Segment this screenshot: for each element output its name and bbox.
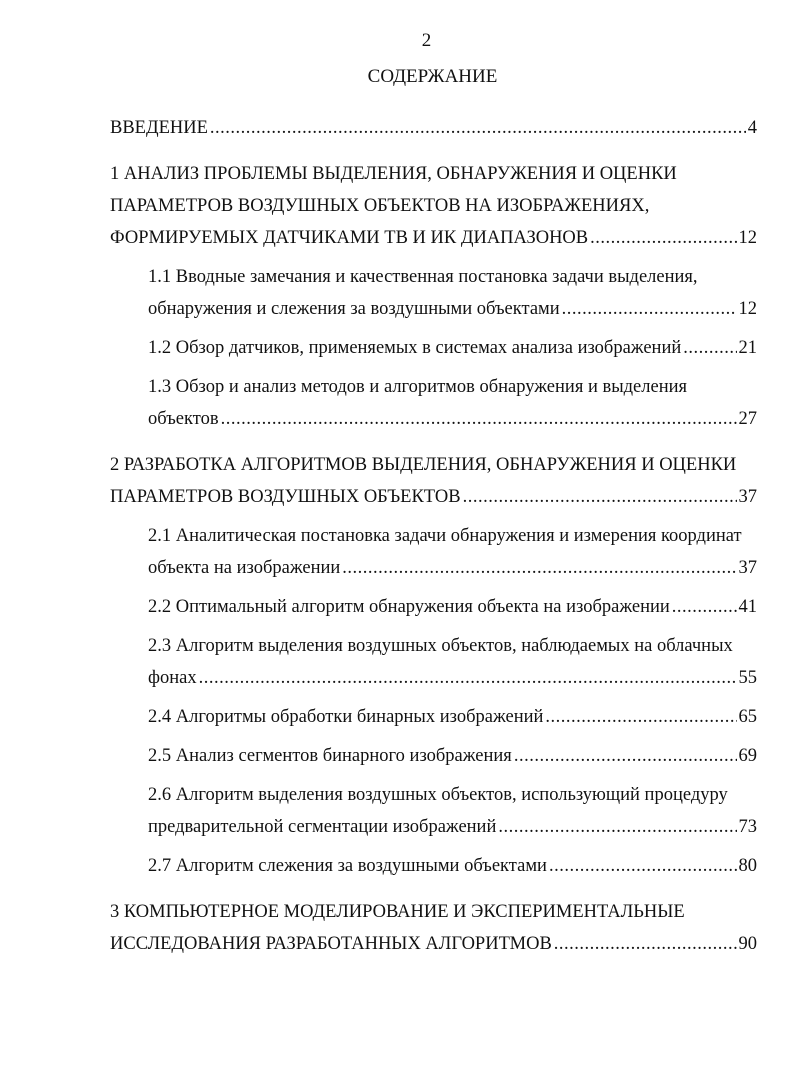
toc-entry-line bbox=[110, 449, 757, 481]
toc-entry-text: 1.1 Вводные замечания и качественная постановка задачи выделения, bbox=[148, 267, 698, 287]
toc-entry[interactable] bbox=[148, 850, 757, 882]
toc-page-number: 12 bbox=[738, 228, 757, 248]
toc-entry-text: фонах bbox=[148, 668, 197, 688]
toc-page-number: 41 bbox=[738, 597, 757, 617]
toc-entry-line bbox=[148, 403, 757, 435]
toc-entry-text: 1.2 Обзор датчиков, применяемых в системах анализа изображений bbox=[148, 338, 682, 358]
dot-leader bbox=[514, 740, 737, 772]
toc-page-number: 4 bbox=[747, 118, 757, 138]
toc-entry-text: 2 РАЗРАБОТКА АЛГОРИТМОВ ВЫДЕЛЕНИЯ, ОБНАРУЖЕНИЯ И ОЦЕНКИ bbox=[110, 455, 737, 475]
page-number: 2 bbox=[421, 30, 432, 51]
toc-entry-text: 2.3 Алгоритм выделения воздушных объектов, наблюдаемых на облачных bbox=[148, 636, 733, 656]
toc-entry-line bbox=[148, 740, 757, 772]
toc-entry-line bbox=[148, 850, 757, 882]
toc-entry-line bbox=[148, 591, 757, 623]
toc-entry-text: объектов bbox=[148, 409, 219, 429]
toc-entry-text: 2.4 Алгоритмы обработки бинарных изображений bbox=[148, 707, 544, 727]
toc-entry-line bbox=[110, 222, 757, 254]
toc-entry-text: обнаружения и слежения за воздушными объектами bbox=[148, 299, 560, 319]
dot-leader bbox=[554, 928, 737, 960]
dot-leader bbox=[562, 293, 737, 325]
toc-entry-line bbox=[110, 158, 757, 190]
toc-page-number: 12 bbox=[738, 299, 757, 319]
toc-entry[interactable] bbox=[148, 701, 757, 733]
dot-leader bbox=[498, 811, 736, 843]
toc-entry[interactable] bbox=[110, 449, 757, 513]
toc-entry-text: ФОРМИРУЕМЫХ ДАТЧИКАМИ ТВ И ИК ДИАПАЗОНОВ bbox=[110, 228, 589, 248]
toc-entry-line bbox=[148, 371, 757, 403]
toc-page-number: 65 bbox=[738, 707, 757, 727]
dot-leader bbox=[683, 332, 736, 364]
toc-entry-line bbox=[148, 662, 757, 694]
toc-entry[interactable] bbox=[110, 158, 757, 254]
toc-entry[interactable] bbox=[110, 896, 757, 960]
toc-entry-text: ВВЕДЕНИЕ bbox=[110, 118, 208, 138]
toc-entry[interactable] bbox=[148, 261, 757, 325]
toc-page-number: 27 bbox=[738, 409, 757, 429]
toc-entry-line bbox=[110, 896, 757, 928]
dot-leader bbox=[545, 701, 736, 733]
toc-entry-line bbox=[148, 332, 757, 364]
toc-entry-text: ПАРАМЕТРОВ ВОЗДУШНЫХ ОБЪЕКТОВ НА ИЗОБРАЖЕНИЯХ, bbox=[110, 196, 650, 216]
dot-leader bbox=[590, 222, 736, 254]
toc-entry-text: 2.7 Алгоритм слежения за воздушными объектами bbox=[148, 856, 547, 876]
toc-entry-line bbox=[148, 630, 757, 662]
toc-page-number: 55 bbox=[738, 668, 757, 688]
dot-leader bbox=[210, 112, 746, 144]
dot-leader bbox=[549, 850, 737, 882]
toc-entry-line bbox=[110, 481, 757, 513]
toc-page-number: 69 bbox=[738, 746, 757, 766]
toc-entry[interactable] bbox=[148, 520, 757, 584]
dot-leader bbox=[463, 481, 737, 513]
toc-entry-line bbox=[148, 552, 757, 584]
toc-page-number: 21 bbox=[738, 338, 757, 358]
toc-entry[interactable] bbox=[148, 591, 757, 623]
toc-page-number: 73 bbox=[738, 817, 757, 837]
toc-page-number: 37 bbox=[738, 558, 757, 578]
toc-entry-line bbox=[148, 520, 757, 552]
table-of-contents bbox=[110, 112, 757, 960]
toc-entry[interactable] bbox=[110, 112, 757, 144]
toc-page-number: 80 bbox=[738, 856, 757, 876]
dot-leader bbox=[342, 552, 736, 584]
toc-entry-text: предварительной сегментации изображений bbox=[148, 817, 497, 837]
toc-entry-text: 2.1 Аналитическая постановка задачи обнаружения и измерения координат bbox=[148, 526, 742, 546]
toc-entry-line bbox=[148, 779, 757, 811]
toc-entry-text: 2.2 Оптимальный алгоритм обнаружения объекта на изображении bbox=[148, 597, 670, 617]
toc-entry-line bbox=[148, 701, 757, 733]
toc-entry-text: 2.6 Алгоритм выделения воздушных объектов, использующий процедуру bbox=[148, 785, 728, 805]
toc-entry-line bbox=[110, 928, 757, 960]
toc-entry[interactable] bbox=[148, 740, 757, 772]
dot-leader bbox=[672, 591, 737, 623]
toc-page-number: 37 bbox=[738, 487, 757, 507]
toc-entry-line bbox=[148, 261, 757, 293]
toc-page-number: 90 bbox=[738, 934, 757, 954]
toc-entry[interactable] bbox=[148, 332, 757, 364]
toc-title: СОДЕРЖАНИЕ bbox=[367, 66, 498, 87]
toc-entry-text: 2.5 Анализ сегментов бинарного изображения bbox=[148, 746, 512, 766]
toc-entry-text: 3 КОМПЬЮТЕРНОЕ МОДЕЛИРОВАНИЕ И ЭКСПЕРИМЕНТАЛЬНЫЕ bbox=[110, 902, 685, 922]
toc-entry[interactable] bbox=[148, 779, 757, 843]
toc-entry-text: ПАРАМЕТРОВ ВОЗДУШНЫХ ОБЪЕКТОВ bbox=[110, 487, 461, 507]
toc-entry-text: объекта на изображении bbox=[148, 558, 341, 578]
toc-entry-line bbox=[148, 811, 757, 843]
dot-leader bbox=[199, 662, 737, 694]
toc-entry-line bbox=[110, 190, 757, 222]
toc-entry-text: 1.3 Обзор и анализ методов и алгоритмов обнаружения и выделения bbox=[148, 377, 688, 397]
dot-leader bbox=[221, 403, 737, 435]
toc-entry-text: 1 АНАЛИЗ ПРОБЛЕМЫ ВЫДЕЛЕНИЯ, ОБНАРУЖЕНИЯ И ОЦЕНКИ bbox=[110, 164, 677, 184]
toc-entry-text: ИССЛЕДОВАНИЯ РАЗРАБОТАННЫХ АЛГОРИТМОВ bbox=[110, 934, 552, 954]
toc-entry[interactable] bbox=[148, 630, 757, 694]
toc-entry-line bbox=[148, 293, 757, 325]
toc-entry[interactable] bbox=[148, 371, 757, 435]
toc-entry-line bbox=[110, 112, 757, 144]
